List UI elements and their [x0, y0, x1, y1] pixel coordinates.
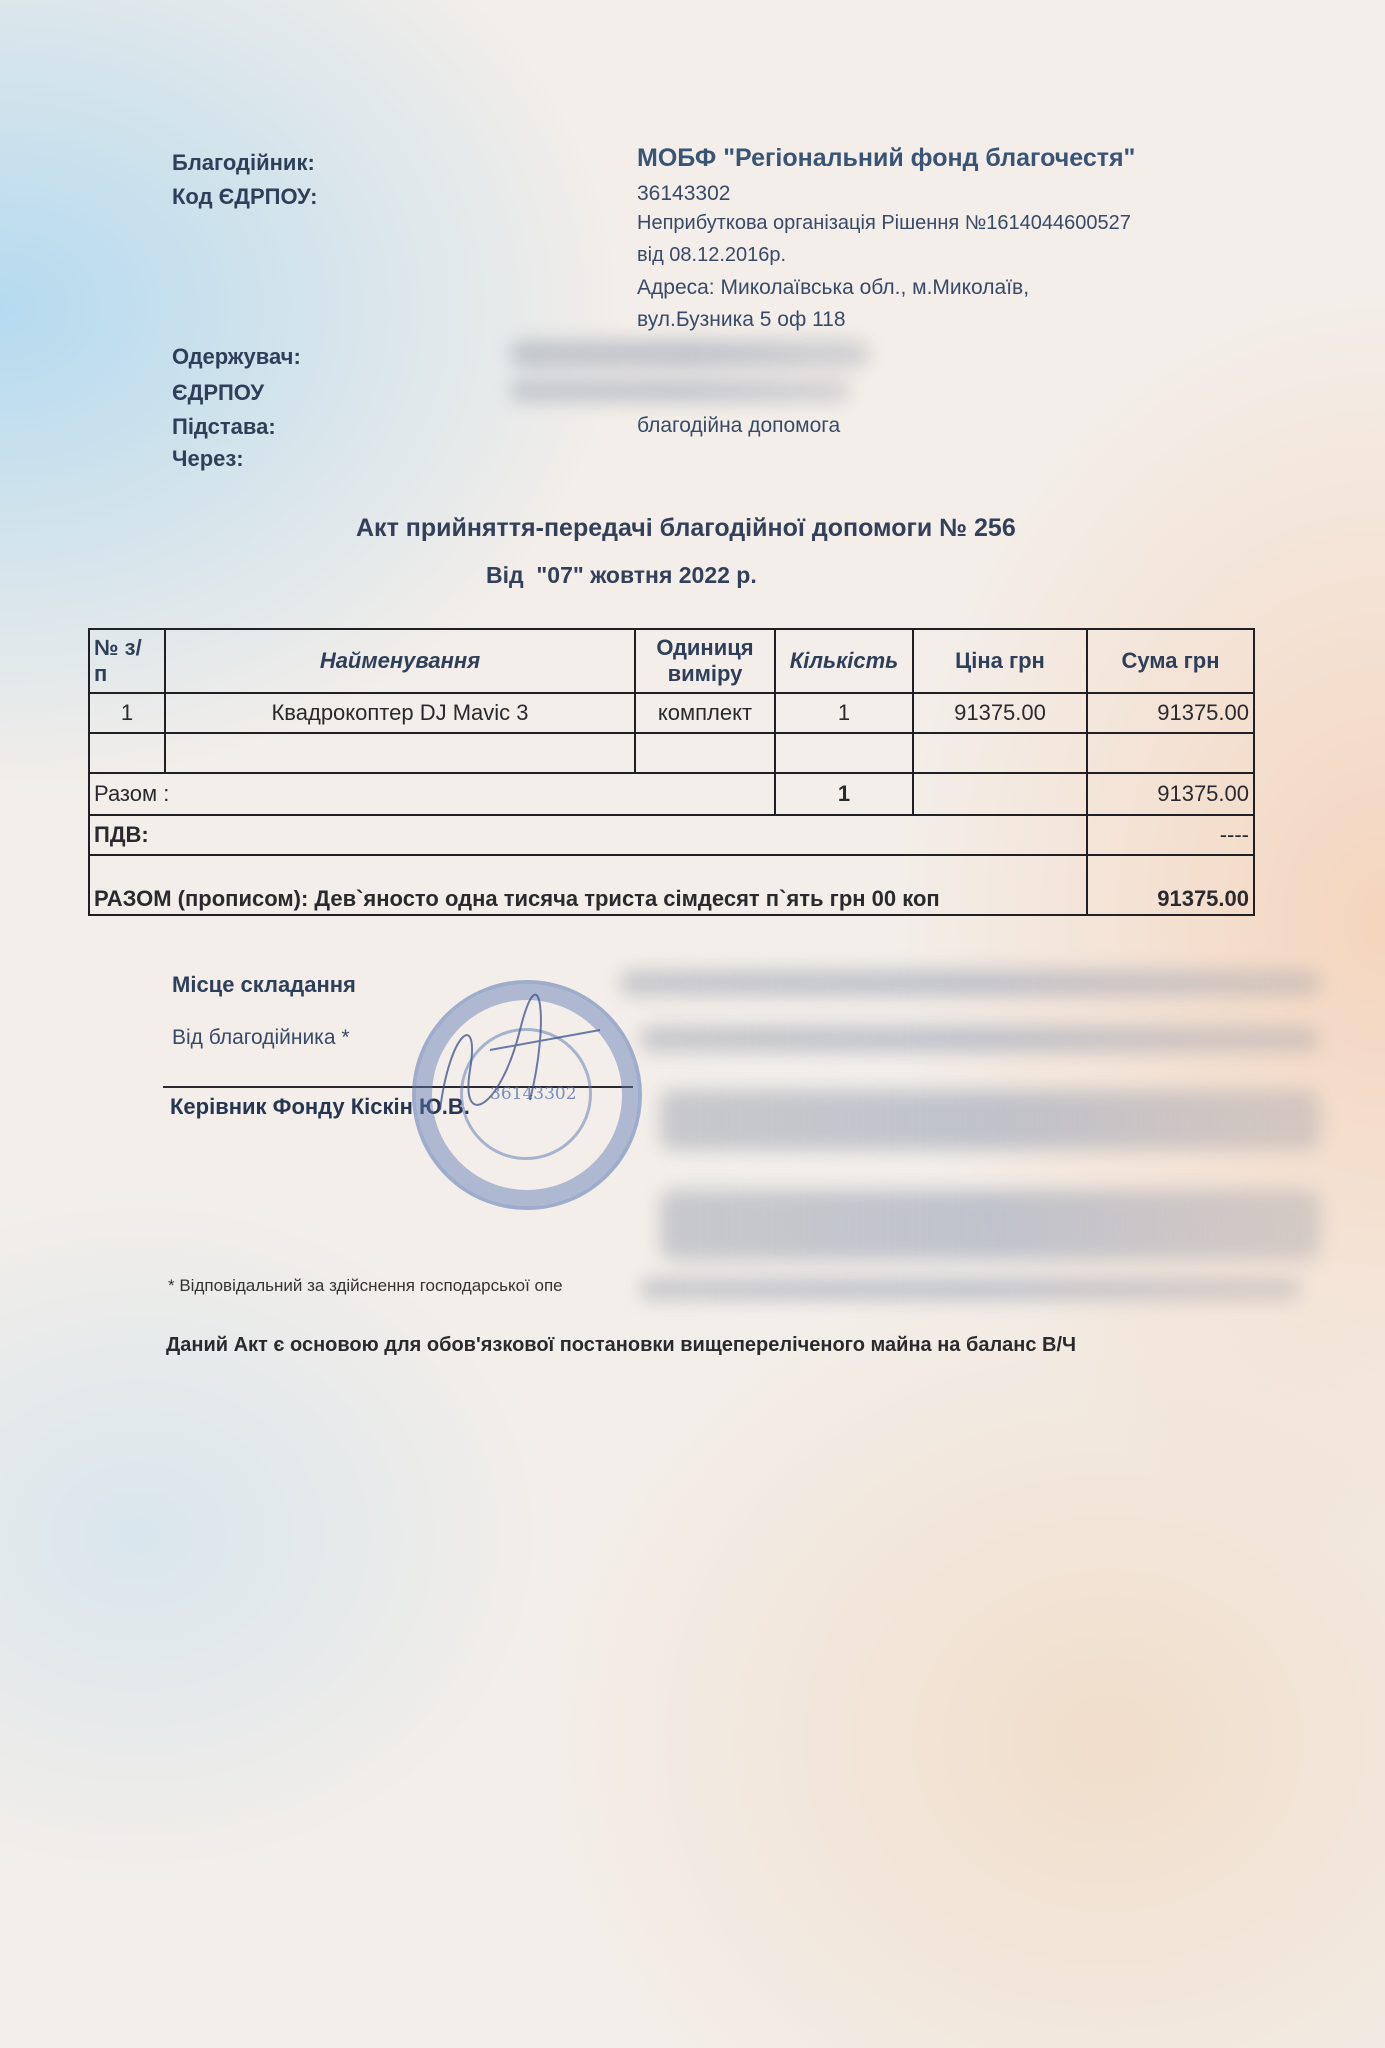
- words-row: [89, 855, 1254, 915]
- redacted-recipient: [510, 340, 870, 368]
- total-sum: 91375.00: [1087, 773, 1254, 815]
- basis-value: благодійна допомога: [637, 414, 841, 437]
- items-table: [88, 628, 1255, 916]
- redacted-donor-info: [640, 1026, 1320, 1052]
- nonprofit-line1: Неприбуткова організація Рішення №1614044600527: [637, 212, 1131, 234]
- address-line1: Адреса: Миколаївська обл., м.Миколаїв,: [637, 276, 1030, 299]
- basis-note: Даний Акт є основою для обов'язкової постановки вищепереліченого майна на баланс В/Ч: [166, 1334, 1077, 1356]
- donor-label: Благодійник:: [172, 150, 315, 175]
- redacted-edrpou: [510, 380, 850, 402]
- redacted-place: [620, 970, 1320, 996]
- code-label: Код ЄДРПОУ:: [172, 184, 318, 209]
- table-row: [89, 693, 1254, 733]
- code-value: 36143302: [637, 182, 731, 205]
- act-title: Акт прийняття-передачі благодійної допомоги № 256: [356, 514, 1016, 542]
- basis-label: Підстава:: [172, 414, 276, 439]
- header-quantity: Кількість: [775, 629, 913, 693]
- donor-value: МОБФ "Регіональний фонд благочестя": [637, 144, 1136, 172]
- recipient-label: Одержувач:: [172, 344, 301, 369]
- from-donor-label: Від благодійника *: [172, 1026, 350, 1049]
- via-label: Через:: [172, 446, 244, 471]
- total-label: Разом :: [89, 773, 775, 815]
- row-price: 91375.00: [913, 693, 1087, 733]
- header-sum: Сума грн: [1087, 629, 1254, 693]
- words-sum: 91375.00: [1087, 855, 1254, 915]
- row-quantity: 1: [775, 693, 913, 733]
- stamp-number: 36143302: [490, 1084, 577, 1104]
- header-name: Найменування: [165, 629, 635, 693]
- header-number: № з/ п: [89, 629, 165, 693]
- address-line2: вул.Бузника 5 оф 118: [637, 308, 846, 331]
- edrpou-label: ЄДРПОУ: [172, 380, 265, 405]
- nonprofit-line2: від 08.12.2016р.: [637, 244, 787, 266]
- vat-row: [89, 815, 1254, 855]
- total-quantity: 1: [775, 773, 913, 815]
- head-of-fund: Керівник Фонду Кіскін Ю.В.: [170, 1094, 470, 1119]
- row-unit: комплект: [635, 693, 775, 733]
- act-date: Від "07" жовтня 2022 р.: [486, 562, 757, 588]
- redacted-note: [640, 1278, 1300, 1300]
- header-price: Ціна грн: [913, 629, 1087, 693]
- vat-value: ----: [1087, 815, 1254, 855]
- row-name: Квадрокоптер DJ Mavic 3: [165, 693, 635, 733]
- header-unit: Одиниця виміру: [635, 629, 775, 693]
- total-row: [89, 773, 1254, 815]
- row-sum: 91375.00: [1087, 693, 1254, 733]
- row-number: 1: [89, 693, 165, 733]
- redacted-recipient-stamp: [660, 1190, 1320, 1260]
- redacted-recipient-sign: [660, 1090, 1320, 1150]
- words-label: РАЗОМ (прописом): Дев`яносто одна тисяча триста сімдесят п`ять грн 00 коп: [89, 855, 1087, 915]
- table-row-empty: [89, 733, 1254, 773]
- signature-scribble: [410, 990, 610, 1140]
- place-label: Місце складання: [172, 972, 356, 997]
- vat-label: ПДВ:: [89, 815, 1087, 855]
- table-header-row: [89, 629, 1254, 693]
- responsible-note: * Відповідальний за здійснення господарської опе: [168, 1276, 563, 1295]
